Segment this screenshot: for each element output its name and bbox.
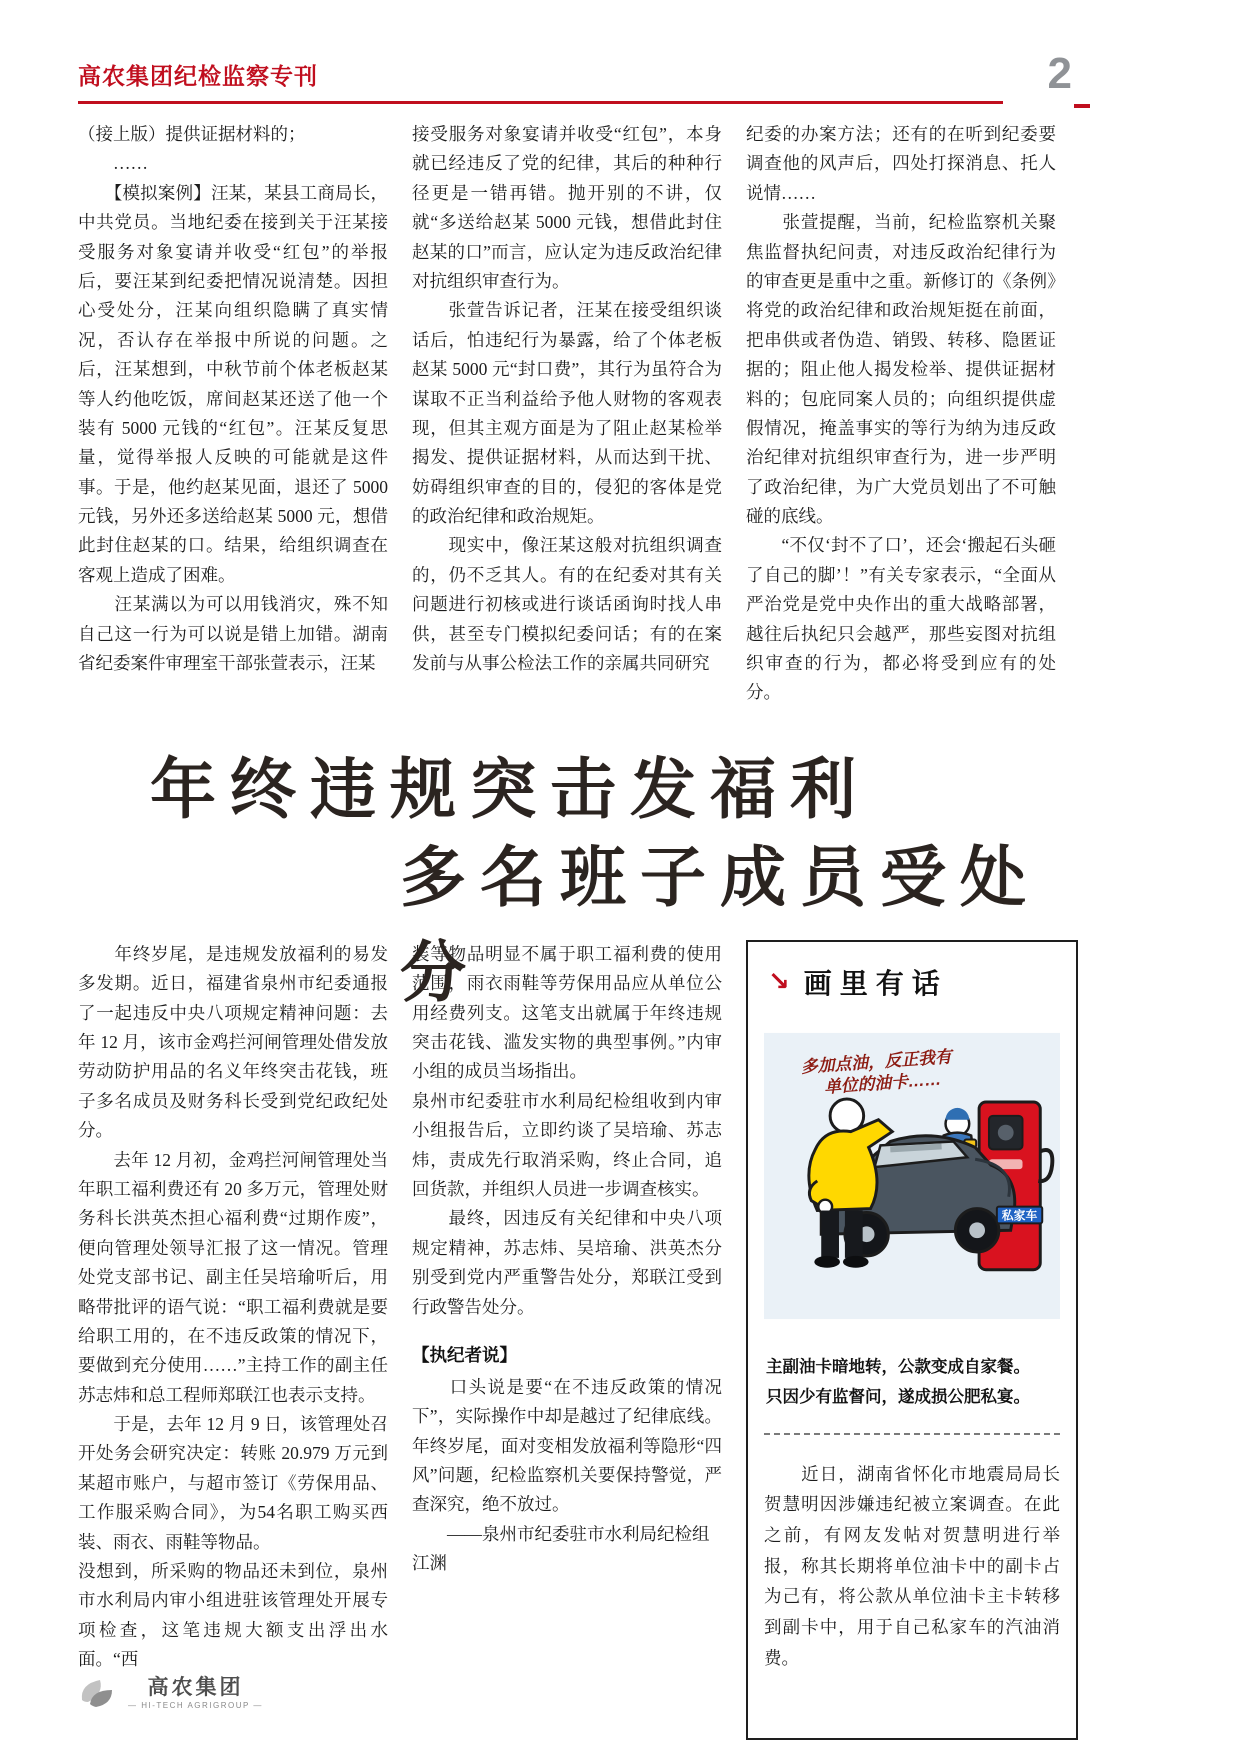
caption-line-1: 主副油卡暗地转，公款变成自家餐。: [766, 1357, 1030, 1376]
top-article-column-2: [412, 120, 722, 708]
top-article-column-3: [746, 120, 1056, 708]
leaf-logo-icon: [78, 1676, 120, 1710]
paragraph: 现实中，像汪某这般对抗组织调查的，仍不乏其人。有的在纪委对其有关问题进行初核或进行谈话函询时找人串供，甚至专门模拟纪委问话；有的在案发前与从事公检法工作的亲属共同研究: [412, 535, 722, 674]
paragraph: 接受服务对象宴请并收受“红包”，本身就已经违反了党的纪律，其后的种种行径更是一错再错。抛开别的不讲，仅就“多送给赵某 5000 元钱，想借此封住赵某的口”而言，应认定为违反政治纪律对抗组织审查行为。: [412, 124, 722, 291]
paragraph: 张萱提醒，当前，纪检监察机关聚焦监督执纪问责，对违反政治纪律行为的审查更是重中之重。新修订的《条例》将党的政治纪律和政治规矩挺在前面，把串供或者伪造、销毁、转移、隐匿证据的；阻止他人揭发检举、提供证据材料的；包庇同案人员的；向组织提供虚假情况，掩盖事实的等行为纳为违反政治纪律对抗组织审查行为，进一步严明了政治纪律，为广大党员划出了不可触碰的底线。: [746, 212, 1056, 527]
paragraph: 江渊: [412, 1553, 447, 1574]
picture-box: [746, 940, 1078, 1740]
lower-article-column-1: [78, 940, 388, 1740]
speech-line-2: 单位的油卡……: [823, 1069, 942, 1097]
cartoon-caption: [764, 1352, 1060, 1413]
page-number: 2: [1047, 49, 1072, 98]
cartoon-illustration: [764, 1026, 1060, 1326]
paragraph: 年终岁尾，是违规发放福利的易发多发期。近日，福建省泉州市纪委通报了一起违反中央八项规定精神问题：去年 12 月，该市金鸡拦河闸管理处借发放劳动防护用品的名义年终突击花钱，班子多名成员及财务科长受到党纪政纪处分。: [78, 943, 388, 1141]
masthead: [78, 49, 1120, 104]
lower-section: [78, 940, 1078, 1740]
paragraph: （接上版）提供证据材料的；: [78, 124, 306, 144]
headline-line-1: 年终违规突击发福利: [150, 751, 870, 826]
lower-article-column-2-bottom: [412, 1373, 722, 1579]
masthead-title: 高农集团纪检监察专刊: [78, 63, 318, 89]
logo-chinese-name: 高农集团: [147, 1675, 244, 1699]
section-header-enforcer-says: 【执纪者说】: [412, 1344, 517, 1365]
dashed-separator: [764, 1433, 1060, 1435]
picture-box-title: 画里有话: [803, 967, 948, 999]
paragraph: 口头说是要“在不违反政策的情况下”，实际操作中却是越过了纪律底线。年终岁尾，面对变相发放福利等隐形“四风”问题，纪检监察机关要保持警觉，严查深究，绝不放过。: [412, 1376, 722, 1515]
logo-text-block: [128, 1676, 263, 1710]
paragraph: 张萱告诉记者，汪某在接受组织谈话后，怕违纪行为暴露，给了个体老板赵某 5000 元“封口费”，其行为虽符合为谋取不正当利益给予他人财物的客观表现，但其主观方面是为了阻止赵某检举揭发、提供证据材料，从而达到干扰、妨碍组织审查的目的，侵犯的客体是党的政治纪律和政治规矩。: [412, 300, 722, 527]
paragraph: 没想到，所采购的物品还未到位，泉州市水利局内审小组进驻该管理处开展专项检查，这笔违规大额支出浮出水面。“西: [78, 1561, 388, 1670]
speech-line-1: 多加点油，反正我有: [800, 1046, 953, 1077]
page-number-dash: [1074, 104, 1090, 108]
lower-article-column-2: [412, 940, 722, 1740]
paragraph: 近日，湖南省怀化市地震局局长贺慧明因涉嫌违纪被立案调查。在此之前，有网友发帖对贺慧明进行举报，称其长期将单位油卡中的副卡占为己有，将公款从单位油卡主卡转移到副卡中，用于自己私家车的汽油消费。: [764, 1463, 1060, 1668]
paragraph: 泉州市纪委驻市水利局纪检组收到内审小组报告后，立即约谈了吴培瑜、苏志炜，责成先行取消采购，终止合同，追回货款，并组织人员进一步调查核实。: [412, 1090, 722, 1199]
picture-box-body: [764, 1459, 1060, 1673]
masthead-rule: [78, 101, 1003, 104]
top-article-column-1: [78, 120, 388, 708]
headline-line-2: 多名班子成员受处分: [400, 839, 1040, 1009]
logo-english-name: — HI-TECH AGRIGROUP —: [128, 1701, 263, 1710]
southeast-arrow-icon: ↘: [768, 966, 790, 997]
license-plate-text: 私家车: [1001, 1208, 1038, 1223]
caption-line-2: 只因少有监督问，遂成损公肥私宴。: [766, 1388, 1030, 1407]
paragraph: 最终，因违反有关纪律和中央八项规定精神，苏志炜、吴培瑜、洪英杰分别受到党内严重警告处分，郑联江受到行政警告处分。: [412, 1208, 722, 1317]
paragraph: ——泉州市纪委驻市水利局纪检组: [412, 1523, 710, 1544]
paragraph: 纪委的办案方法；还有的在听到纪委要调查他的风声后，四处打探消息、托人说情……: [746, 124, 1056, 203]
paragraph: “不仅‘封不了口’，还会‘搬起石头砸了自己的脚’！”有关专家表示，“全面从严治党是党中央作出的重大战略部署，越往后执纪只会越严，那些妄图对抗组织审查的行为，都必将受到应有的处分。: [746, 535, 1056, 703]
paragraph: ……: [78, 153, 148, 174]
paragraph: 于是，去年 12 月 9 日，该管理处召开处务会研究决定：转账 20.979 万元到某超市账户，与超市签订《劳保用品、工作服采购合同》，为54名职工购买西装、雨衣、雨鞋等物品。: [78, 1414, 388, 1552]
paragraph: 去年 12 月初，金鸡拦河闸管理处当年职工福利费还有 20 多万元，管理处财务科长洪英杰担心福利费“过期作废”，便向管理处领导汇报了这一情况。管理处党支部书记、副主任吴培瑜听后，用略带批评的语气说：“职工福利费就是要给职工用的，在不违反政策的情况下，要做到充分使用……”主持工作的副主任苏志炜和总工程师郑联江也表示支持。: [78, 1149, 388, 1405]
paragraph: 装等物品明显不属于职工福利费的使用范围，雨衣雨鞋等劳保用品应从单位公用经费列支。这笔支出就属于年终违规突击花钱、滥发实物的典型事例。”内审小组的成员当场指出。: [412, 943, 722, 1082]
paragraph: 汪某满以为可以用钱消灾，殊不知自己这一行为可以说是错上加错。湖南省纪委案件审理室干部张萱表示，汪某: [78, 594, 388, 674]
top-article: [78, 120, 1078, 708]
paragraph: 【模拟案例】汪某，某县工商局长，中共党员。当地纪委在接到关于汪某接受服务对象宴请并收受“红包”的举报后，要汪某到纪委把情况说清楚。因担心受处分，汪某向组织隐瞒了真实情况，否认存在举报中所说的问题。之后，汪某想到，中秋节前个体老板赵某等人约他吃饭，席间赵某还送了他一个装有 5000 元钱的“红包”。汪某反复思量，觉得举报人反映的可能就是这件事。于是，他约赵某见面，退还了 5000 元钱，另外还多送给赵某 5000 元，想借此封住赵某的口。结果，给组织调查在客观上造成了困难。: [78, 182, 388, 585]
footer-logo: [78, 1676, 263, 1710]
cartoon-wrap: [764, 1026, 1060, 1326]
